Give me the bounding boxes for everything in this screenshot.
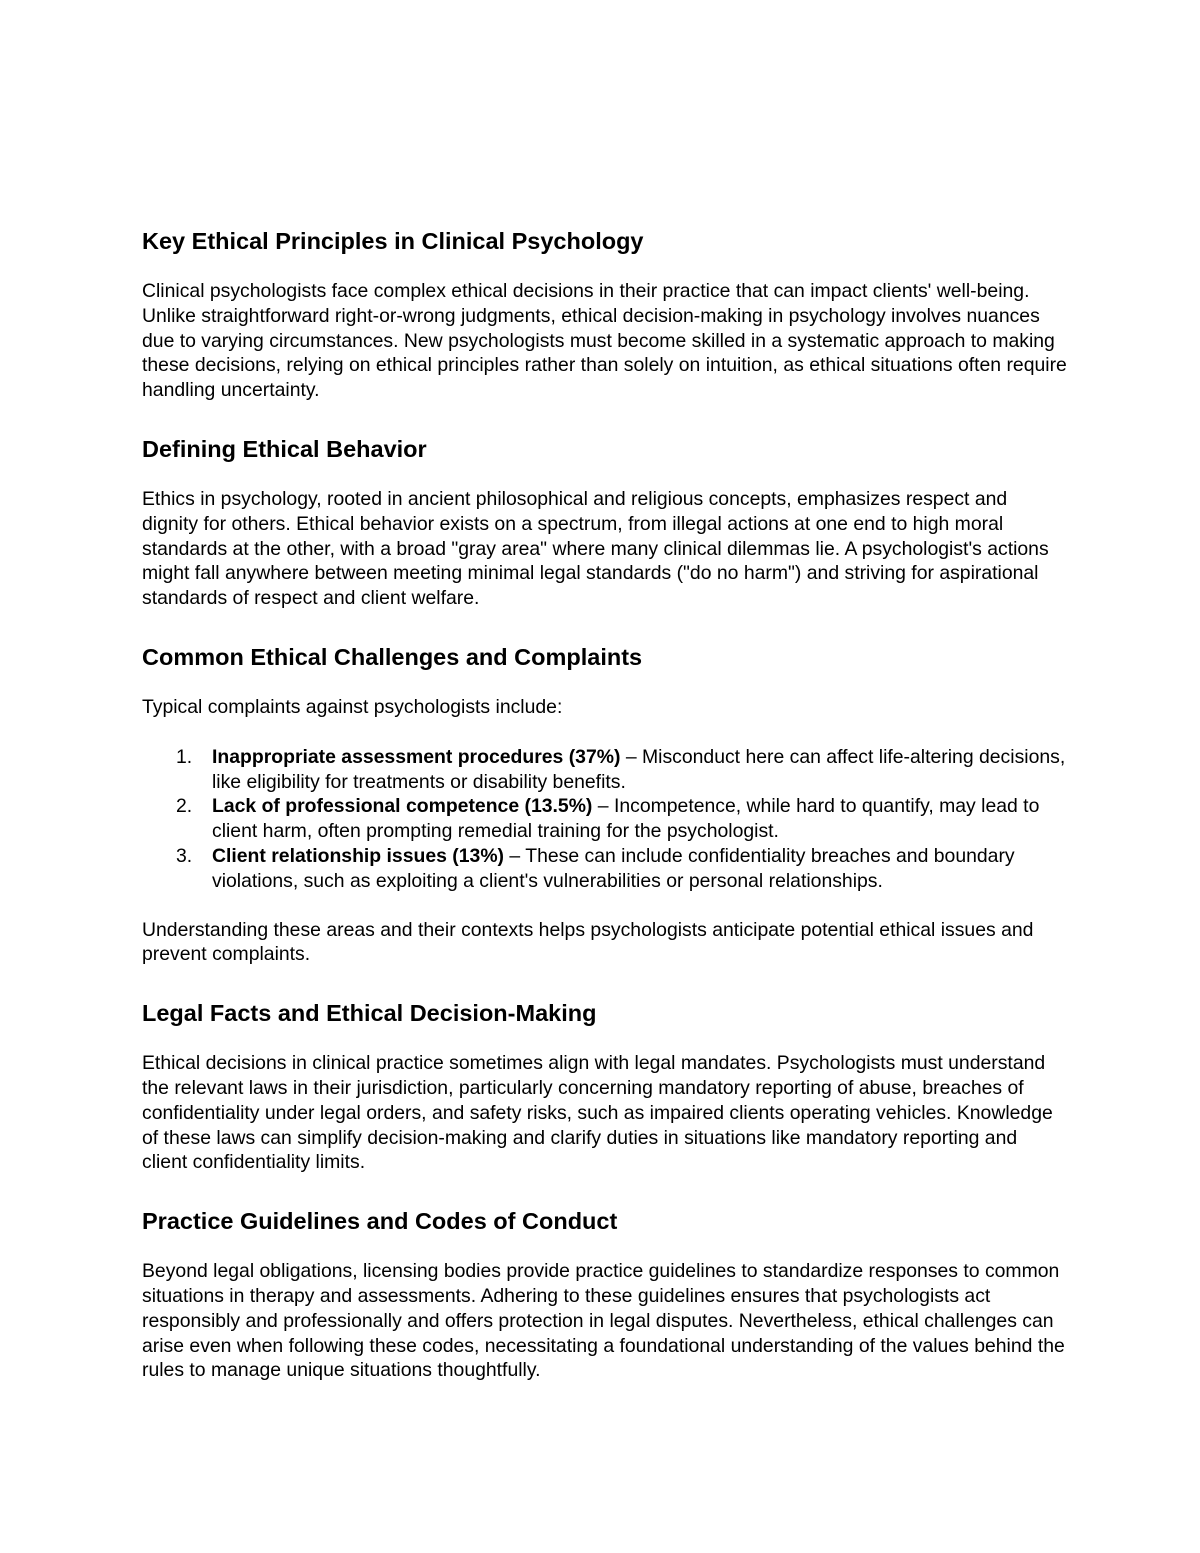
heading-legal-facts: Legal Facts and Ethical Decision-Making xyxy=(142,1000,597,1027)
paragraph-key-ethical-principles: Clinical psychologists face complex ethical decisions in their practice that can impact clients' well-being. Unlike straightforward right-or-wrong judgments, ethical decision-making in psychology involves nuances due to varying circumstances. New psychologists must become skilled in a systematic approach to making these decisions, relying on ethical principles rather than solely on intuition, as ethical situations often require handling uncertainty. xyxy=(142,280,1067,402)
list-item xyxy=(142,794,1067,844)
list-item-bold: Lack of professional competence (13.5%) xyxy=(212,795,593,818)
paragraph-legal-facts: Ethical decisions in clinical practice sometimes align with legal mandates. Psychologists must understand the relevant laws in their jurisdiction, particularly concerning mandatory reporting of abuse, breaches of confidentiality under legal orders, and safety risks, such as impaired clients operating vehicles. Knowledge of these laws can simplify decision-making and clarify duties in situations like mandatory reporting and client confidentiality limits. xyxy=(142,1052,1053,1174)
list-item-bold: Client relationship issues (13%) xyxy=(212,844,505,867)
list-item-text: – Misconduct here can affect life-altering decisions, like eligibility for treatments or disability benefits. xyxy=(212,745,1066,793)
paragraph-complaints-intro: Typical complaints against psychologists include: xyxy=(142,695,563,718)
list-item-text: – These can include confidentiality breaches and boundary violations, such as exploiting a client's vulnerabilities or personal relationships. xyxy=(212,844,1015,892)
paragraph-complaints-closing: Understanding these areas and their contexts helps psychologists anticipate potential ethical issues and prevent complaints. xyxy=(142,918,1034,966)
paragraph-practice-guidelines: Beyond legal obligations, licensing bodies provide practice guidelines to standardize responses to common situations in therapy and assessments. Adhering to these guidelines ensures that psychologists act responsibly and professionally and offers protection in legal disputes. Nevertheless, ethical challenges can arise even when following these codes, necessitating a foundational understanding of the values behind the rules to manage unique situations thoughtfully. xyxy=(142,1260,1065,1382)
list-item xyxy=(142,844,1067,894)
list-item-number: 3. xyxy=(176,844,193,867)
heading-practice-guidelines: Practice Guidelines and Codes of Conduct xyxy=(142,1208,618,1235)
heading-common-ethical-challenges: Common Ethical Challenges and Complaints xyxy=(142,643,643,670)
list-item xyxy=(142,745,1067,795)
list-item-number: 2. xyxy=(176,795,193,818)
heading-key-ethical-principles: Key Ethical Principles in Clinical Psychology xyxy=(142,228,644,254)
list-item-text: – Incompetence, while hard to quantify, may lead to client harm, often prompting remedial training for the psychologist. xyxy=(212,795,1040,843)
list-item-number: 1. xyxy=(176,745,193,768)
document-page xyxy=(142,225,1067,1383)
list-item-bold: Inappropriate assessment procedures (37%) xyxy=(212,745,621,768)
heading-defining-ethical-behavior: Defining Ethical Behavior xyxy=(142,435,427,462)
complaints-list xyxy=(142,745,1067,894)
paragraph-defining-ethical-behavior: Ethics in psychology, rooted in ancient philosophical and religious concepts, emphasizes respect and dignity for others. Ethical behavior exists on a spectrum, from illegal actions at one end to high moral standards at the other, with a broad "gray area" where many clinical dilemmas lie. A psychologist's actions might fall anywhere between meeting minimal legal standards ("do no harm") and striving for aspirational standards of respect and client welfare. xyxy=(142,487,1049,610)
